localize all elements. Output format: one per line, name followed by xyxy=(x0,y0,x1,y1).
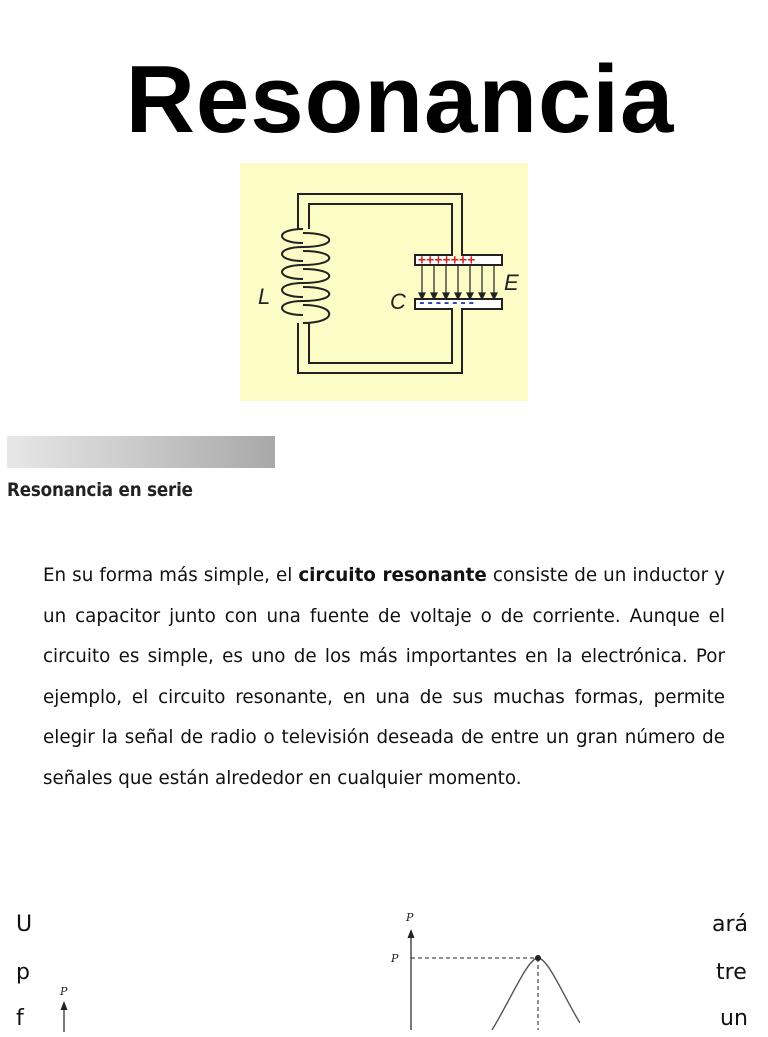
lc-circuit-diagram xyxy=(240,163,528,401)
positive-charges: +++++++ xyxy=(418,253,476,268)
graph-peak-label: P xyxy=(391,952,399,965)
graph-axis-label: P xyxy=(406,911,414,924)
cut-text-left-3: f xyxy=(16,1006,24,1031)
small-graph-label: P xyxy=(60,985,68,998)
paragraph-text-end: consiste de un inductor y un capacitor junto con una fuente de voltaje o de corriente. Aunque el circuito es simple, es uno de los más importantes en la electrónica. Por ejemplo, el circuito resonante, en una de sus muchas formas, permite elegir la señal de radio o televisión deseada de entre un gran número de señales que están alrededor en cualquier momento. xyxy=(43,565,725,789)
cut-text-right-1: ará xyxy=(712,912,749,937)
small-graph-axis xyxy=(50,982,90,1032)
capacitor-label: C xyxy=(390,289,406,314)
small-graph-y-arrow xyxy=(61,1001,68,1010)
negative-charges: ------- xyxy=(418,296,476,311)
power-graph xyxy=(380,905,580,1030)
lc-circuit-figure xyxy=(240,163,528,401)
inductor-label: L xyxy=(258,284,271,309)
graph-peak-point xyxy=(535,955,541,961)
graph-curve-line xyxy=(492,958,580,1030)
section-heading: Resonancia en serie xyxy=(7,479,193,501)
cut-text-right-2: tre xyxy=(716,960,747,985)
power-curve xyxy=(380,905,580,1030)
page-title: Resonancia xyxy=(125,46,675,153)
field-label: E xyxy=(504,270,519,295)
cut-text-left-1: U xyxy=(16,912,33,937)
small-graph xyxy=(50,982,90,1032)
graph-y-arrow xyxy=(408,929,415,938)
cut-text-right-3: un xyxy=(720,1006,748,1031)
section-bar xyxy=(7,436,275,468)
intro-paragraph xyxy=(43,556,725,799)
figure-background xyxy=(240,163,528,401)
paragraph-bold-term: circuito resonante xyxy=(298,565,487,586)
cut-text-left-2: p xyxy=(16,960,30,985)
paragraph-text-start: En su forma más simple, el xyxy=(43,565,299,586)
